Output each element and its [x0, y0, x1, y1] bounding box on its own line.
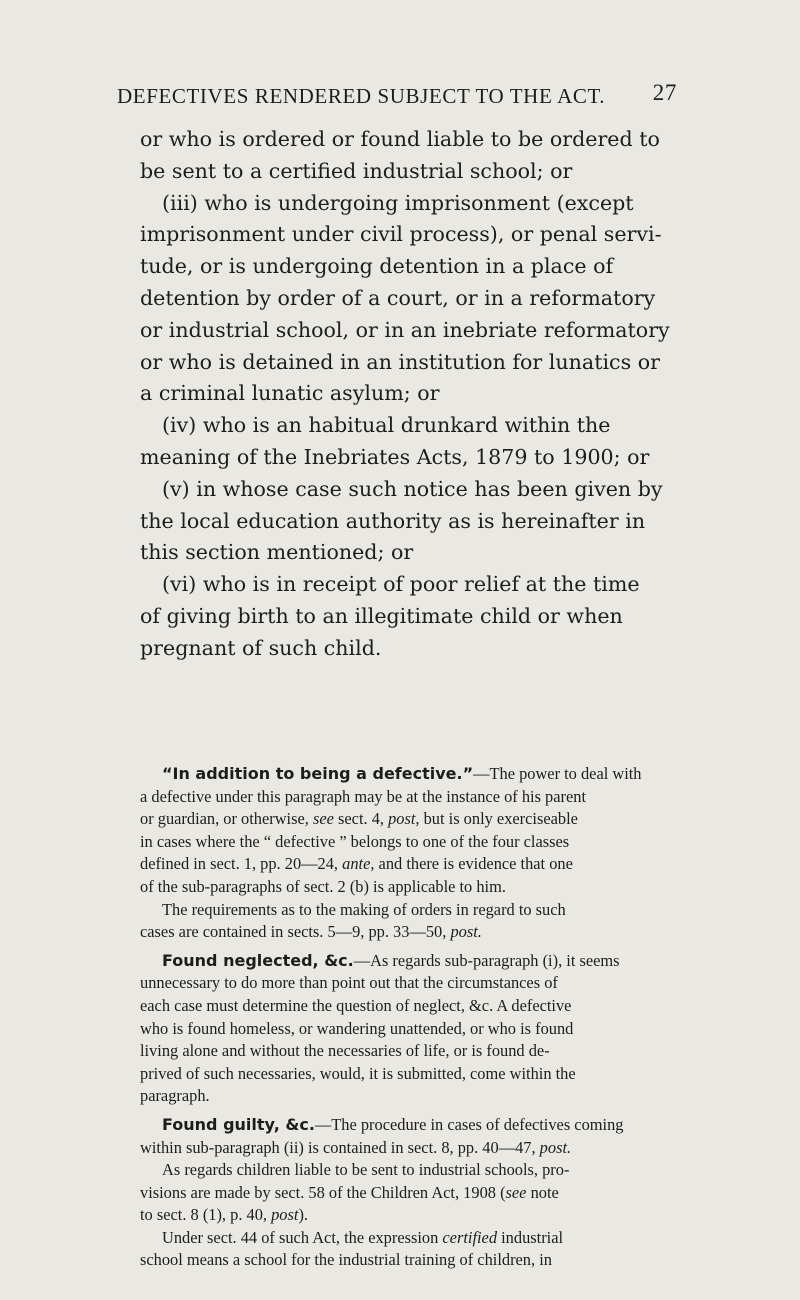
statute-line: (v) in whose case such notice has been given by: [162, 476, 663, 501]
note-line: cases are contained in sects. 5—9, pp. 33—50, post.: [140, 922, 482, 942]
statute-line: be sent to a certified industrial school; or: [140, 158, 573, 183]
note-text: —As regards sub-paragraph (i), it seems: [353, 950, 620, 970]
statute-line: or industrial school, or in an inebriate reformatory: [140, 317, 670, 342]
page-number: 27: [652, 80, 677, 105]
note-line: visions are made by sect. 58 of the Children Act, 1908 (see note: [140, 1182, 559, 1202]
commentary: [140, 763, 680, 1272]
statute-line: tude, or is undergoing detention in a place of: [140, 254, 614, 279]
note-line: living alone and without the necessaries of life, or is found de-: [140, 1041, 550, 1061]
note-line: paragraph.: [140, 1086, 210, 1106]
note-line: prived of such necessaries, would, it is submitted, come within the: [140, 1063, 576, 1083]
statute-line: (vi) who is in receipt of poor relief at the time: [162, 572, 640, 597]
statute-line: pregnant of such child.: [140, 635, 382, 660]
note-line: of the sub-paragraphs of sect. 2 (b) is applicable to him.: [140, 876, 506, 896]
statute-line: meaning of the Inebriates Acts, 1879 to 1900; or: [140, 444, 650, 469]
note-line: or guardian, or otherwise, see sect. 4, post, but is only exerciseable: [140, 809, 578, 829]
note-line: school means a school for the industrial training of children, in: [140, 1250, 552, 1270]
statute-line: imprisonment under civil process), or penal servi-: [140, 222, 662, 247]
note-in-addition: [140, 763, 680, 944]
note-line: The requirements as to the making of orders in regard to such: [162, 899, 566, 919]
note-line: within sub-paragraph (ii) is contained in sect. 8, pp. 40—47, post.: [140, 1137, 572, 1157]
statute-line: detention by order of a court, or in a reformatory: [140, 285, 656, 310]
note-line: each case must determine the question of neglect, &c. A defective: [140, 995, 572, 1015]
note-line: in cases where the “ defective ” belongs to one of the four classes: [140, 831, 570, 851]
note-found-guilty: [140, 1114, 680, 1272]
note-line: who is found homeless, or wandering unattended, or who is found: [140, 1018, 574, 1038]
note-line: Under sect. 44 of such Act, the expression certified industrial: [162, 1227, 564, 1247]
note-text: —The power to deal with: [473, 764, 642, 783]
statute-line: or who is detained in an institution for lunatics or: [140, 349, 660, 374]
note-heading: Found guilty, &c.: [162, 1114, 315, 1134]
note-line: defined in sect. 1, pp. 20—24, ante, and there is evidence that one: [140, 854, 573, 874]
statute-line: or who is ordered or found liable to be ordered to: [140, 127, 660, 151]
note-text: —The procedure in cases of defectives coming: [314, 1114, 624, 1134]
statute-line: (iii) who is undergoing imprisonment (except: [162, 190, 634, 215]
statute-text: [140, 124, 680, 665]
statute-line: of giving birth to an illegitimate child or when: [140, 603, 623, 628]
statute-line: a criminal lunatic asylum; or: [140, 381, 440, 406]
note-heading: “In addition to being a defective.”: [162, 764, 474, 783]
running-head-title: DEFECTIVES RENDERED SUBJECT TO THE ACT.: [117, 84, 606, 108]
note-line: unnecessary to do more than point out that the circumstances of: [140, 973, 558, 993]
note-found-neglected: [140, 950, 680, 1108]
note-line: As regards children liable to be sent to industrial schools, pro-: [162, 1160, 570, 1180]
note-line: to sect. 8 (1), p. 40, post).: [140, 1205, 308, 1225]
note-heading: Found neglected, &c.: [162, 950, 354, 970]
statute-line: this section mentioned; or: [140, 540, 414, 565]
note-line: a defective under this paragraph may be at the instance of his parent: [140, 786, 587, 806]
statute-line: the local education authority as is hereinafter in: [140, 508, 646, 533]
statute-line: (iv) who is an habitual drunkard within the: [162, 413, 611, 438]
